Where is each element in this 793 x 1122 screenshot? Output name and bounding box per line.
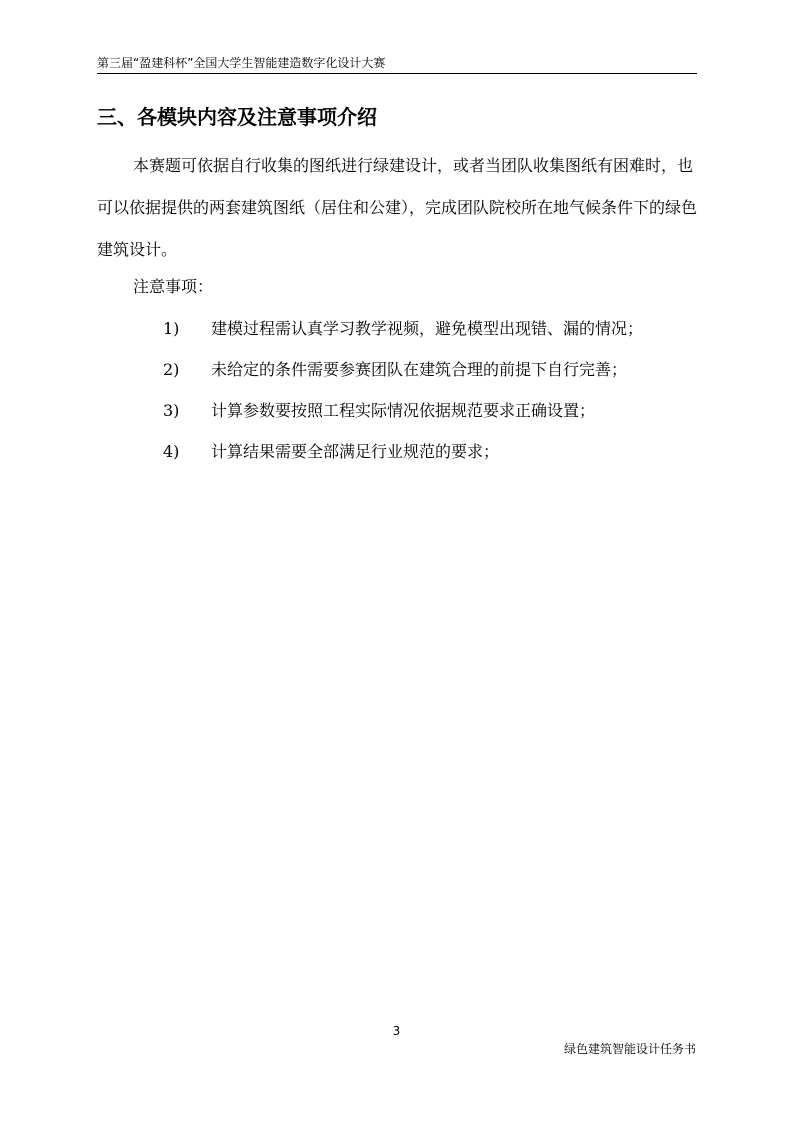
note-number: 3) (163, 401, 180, 420)
note-number: 1) (163, 319, 180, 338)
note-text: 计算结果需要全部满足行业规范的要求； (211, 442, 500, 461)
page-number: 3 (392, 1024, 401, 1038)
note-item (163, 437, 499, 467)
note-text: 计算参数要按照工程实际情况依据规范要求正确设置； (211, 401, 596, 420)
header-title: 第三届“盈建科杯”全国大学生智能建造数字化设计大赛 (97, 56, 386, 70)
note-item (163, 396, 595, 426)
note-item (163, 355, 627, 385)
note-number: 2) (163, 360, 180, 379)
note-item (163, 314, 643, 344)
notes-label: 注意事项： (133, 277, 214, 296)
note-text: 建模过程需认真学习教学视频，避免模型出现错、漏的情况； (211, 319, 644, 338)
header-divider (97, 73, 697, 74)
footer-document-title: 绿色建筑智能设计任务书 (563, 1042, 696, 1056)
note-number: 4) (163, 442, 180, 461)
body-paragraph: 本赛题可依据自行收集的图纸进行绿建设计，或者当团队收集图纸有困难时，也可以依据提供的两套建筑图纸（居住和公建），完成团队院校所在地气候条件下的绿色建筑设计。 (97, 156, 698, 259)
section-heading: 三、各模块内容及注意事项介绍 (97, 105, 377, 129)
note-text: 未给定的条件需要参赛团队在建筑合理的前提下自行完善； (211, 360, 628, 379)
